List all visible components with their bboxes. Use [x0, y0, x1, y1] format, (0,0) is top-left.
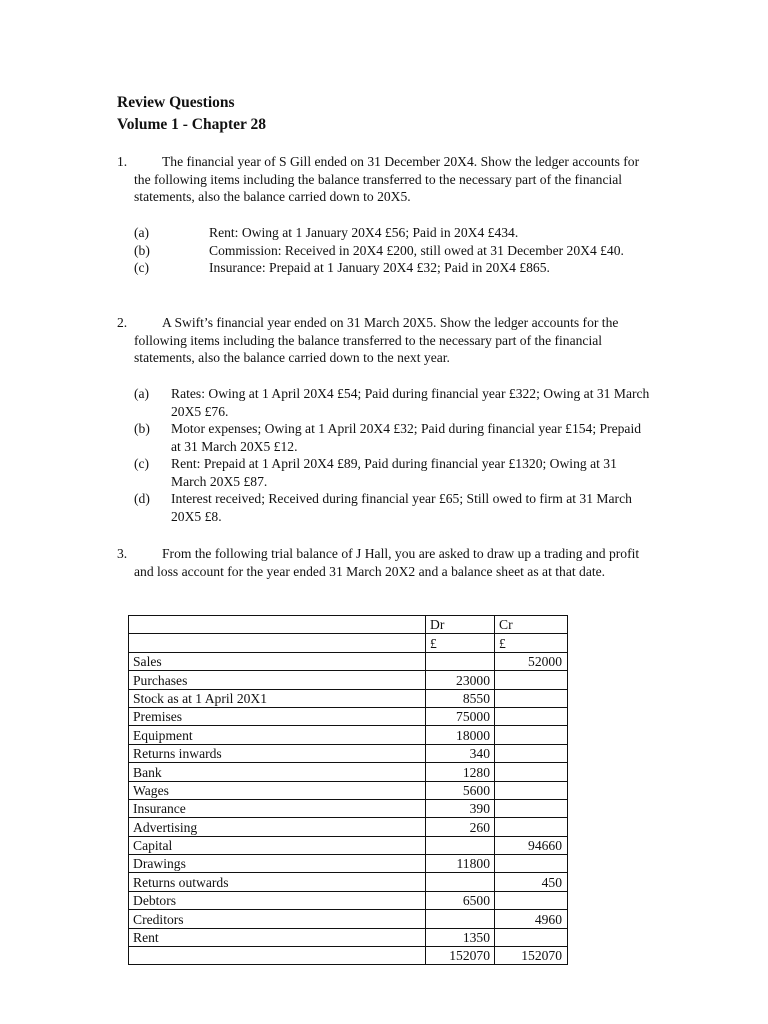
account-name: Wages — [129, 781, 426, 799]
table-header-row — [129, 616, 568, 634]
dr-amount: 23000 — [426, 671, 495, 689]
question-text: The financial year of S Gill ended on 31 December 20X4. Show the ledger accounts for the following items including the balance transferred to the necessary part of the financial statements, also the balance carried down to 20X5. — [134, 154, 640, 204]
item-text: Rates: Owing at 1 April 20X4 £54; Paid during financial year £322; Owing at 31 March 20X5 £76. — [171, 386, 650, 419]
list-item — [134, 259, 654, 277]
chapter-title: Volume 1 - Chapter 28 — [117, 116, 266, 133]
cr-amount: 450 — [495, 873, 568, 891]
table-row — [129, 928, 568, 946]
cr-currency: £ — [495, 634, 568, 652]
account-name: Sales — [129, 652, 426, 670]
list-item — [134, 385, 654, 420]
table-row — [129, 873, 568, 891]
account-name: Capital — [129, 836, 426, 854]
cr-amount: 52000 — [495, 652, 568, 670]
table-totals-row — [129, 947, 568, 965]
dr-amount — [426, 910, 495, 928]
cr-amount: 4960 — [495, 910, 568, 928]
question-2-items — [134, 385, 654, 525]
dr-amount: 8550 — [426, 689, 495, 707]
dr-amount — [426, 873, 495, 891]
item-text: Commission: Received in 20X4 £200, still owed at 31 December 20X4 £40. — [209, 242, 624, 258]
cr-amount — [495, 763, 568, 781]
dr-amount: 6500 — [426, 891, 495, 909]
table-row — [129, 891, 568, 909]
trial-balance-table — [128, 615, 568, 965]
item-text: Insurance: Prepaid at 1 January 20X4 £32; Paid in 20X4 £865. — [209, 260, 550, 275]
cr-amount — [495, 891, 568, 909]
dr-amount: 75000 — [426, 707, 495, 725]
table-row — [129, 689, 568, 707]
table-row — [129, 781, 568, 799]
item-text: Interest received; Received during financial year £65; Still owed to firm at 31 March 20X5 £8. — [171, 491, 632, 524]
dr-amount: 1350 — [426, 928, 495, 946]
dr-amount: 260 — [426, 818, 495, 836]
table-row — [129, 671, 568, 689]
cr-amount — [495, 818, 568, 836]
item-label: (c) — [134, 456, 150, 471]
document-title: Review Questions — [117, 94, 235, 111]
item-label: (a) — [134, 386, 150, 401]
account-name: Equipment — [129, 726, 426, 744]
question-3 — [117, 545, 652, 580]
table-row — [129, 744, 568, 762]
cr-amount — [495, 726, 568, 744]
table-row — [129, 836, 568, 854]
table-row — [129, 763, 568, 781]
account-name: Purchases — [129, 671, 426, 689]
table-row — [129, 652, 568, 670]
cr-amount — [495, 744, 568, 762]
list-item — [134, 224, 654, 242]
item-label: (a) — [134, 225, 150, 240]
totals-label — [129, 947, 426, 965]
account-name: Creditors — [129, 910, 426, 928]
dr-header: Dr — [426, 616, 495, 634]
cr-amount — [495, 707, 568, 725]
account-name: Bank — [129, 763, 426, 781]
cr-amount — [495, 928, 568, 946]
question-number: 2. — [117, 315, 128, 330]
question-2 — [117, 314, 652, 367]
list-item — [134, 490, 654, 525]
dr-amount: 18000 — [426, 726, 495, 744]
dr-amount: 1280 — [426, 763, 495, 781]
table-cell — [129, 616, 426, 634]
account-name: Drawings — [129, 855, 426, 873]
item-label: (b) — [134, 421, 150, 436]
item-label: (b) — [134, 242, 150, 258]
list-item — [134, 455, 654, 490]
table-row — [129, 910, 568, 928]
dr-amount: 340 — [426, 744, 495, 762]
dr-amount: 11800 — [426, 855, 495, 873]
table-currency-row — [129, 634, 568, 652]
table-row — [129, 707, 568, 725]
account-name: Debtors — [129, 891, 426, 909]
question-1 — [117, 153, 652, 206]
item-label: (d) — [134, 491, 150, 506]
question-text: From the following trial balance of J Hall, you are asked to draw up a trading and profit and loss account for the year ended 31 March 20X2 and a balance sheet as at that date. — [134, 546, 640, 579]
item-text: Rent: Owing at 1 January 20X4 £56; Paid in 20X4 £434. — [209, 225, 519, 240]
cr-amount — [495, 689, 568, 707]
dr-currency: £ — [426, 634, 495, 652]
table-row — [129, 726, 568, 744]
cr-amount: 94660 — [495, 836, 568, 854]
table-row — [129, 818, 568, 836]
dr-total: 152070 — [426, 947, 495, 965]
table-row — [129, 855, 568, 873]
cr-amount — [495, 671, 568, 689]
table-cell — [129, 634, 426, 652]
question-text: A Swift’s financial year ended on 31 March 20X5. Show the ledger accounts for the following items including the balance transferred to the necessary part of the financial statements, also the balance carried down to the next year. — [134, 315, 619, 365]
account-name: Stock as at 1 April 20X1 — [129, 689, 426, 707]
account-name: Rent — [129, 928, 426, 946]
cr-amount — [495, 781, 568, 799]
account-name: Returns inwards — [129, 744, 426, 762]
item-label: (c) — [134, 260, 150, 275]
account-name: Advertising — [129, 818, 426, 836]
question-1-items — [134, 224, 654, 277]
question-number: 3. — [117, 546, 128, 561]
question-number: 1. — [117, 154, 128, 169]
dr-amount — [426, 652, 495, 670]
account-name: Premises — [129, 707, 426, 725]
cr-header: Cr — [495, 616, 568, 634]
item-text: Motor expenses; Owing at 1 April 20X4 £32; Paid during financial year £154; Prepaid at 31 March 20X5 £12. — [171, 421, 642, 454]
cr-amount — [495, 799, 568, 817]
account-name: Insurance — [129, 799, 426, 817]
table-row — [129, 799, 568, 817]
list-item — [134, 242, 654, 260]
dr-amount: 5600 — [426, 781, 495, 799]
dr-amount: 390 — [426, 799, 495, 817]
item-text: Rent: Prepaid at 1 April 20X4 £89, Paid during financial year £1320; Owing at 31 March 20X5 £87. — [171, 456, 617, 489]
cr-amount — [495, 855, 568, 873]
account-name: Returns outwards — [129, 873, 426, 891]
dr-amount — [426, 836, 495, 854]
cr-total: 152070 — [495, 947, 568, 965]
list-item — [134, 420, 654, 455]
